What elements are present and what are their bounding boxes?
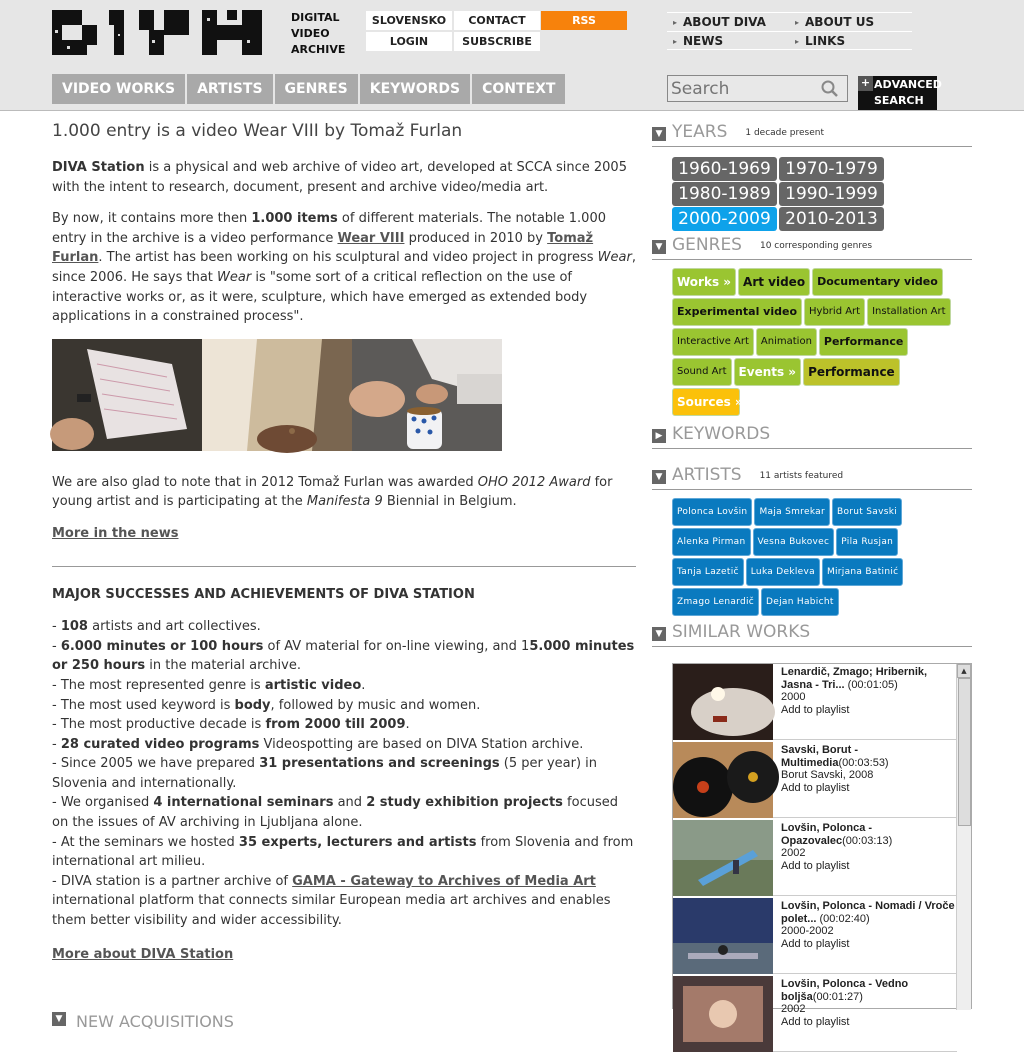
genre-installation[interactable]: Installation Art	[867, 298, 950, 326]
similar-work-item[interactable]	[673, 898, 957, 974]
new-acquisitions-header[interactable]	[52, 1012, 234, 1031]
collapse-icon: ▼	[652, 127, 666, 141]
intro-paragraph	[52, 158, 636, 197]
years-title: YEARS	[672, 122, 728, 142]
items-paragraph: By now, it contains more then 1.000 items of different materials. The notable 1.000 entry in the archive is a video performance Wear VIII produced in 2010 by Tomaž Furlan. The artist has been working on his sculptural and video project in progress Wear, since 2006. He says that Wear is "some sort of a critical reflection on the use of interactive works or, as it were, sculpture, which have emerged as extended body applications in a constrained process".	[52, 211, 636, 325]
intro-text: is a physical and web archive of video art, developed at SCCA since 2005 with the intent to research, document, present and archive video/media art.	[52, 160, 627, 195]
genre-sound-art[interactable]: Sound Art	[672, 358, 732, 386]
diva-logo[interactable]	[52, 10, 262, 55]
artists-title: ARTISTS	[672, 465, 742, 485]
genres-header[interactable]	[652, 233, 972, 260]
achievement-item: - The most used keyword is body, followed by music and women.	[52, 697, 481, 713]
nav-keywords[interactable]: KEYWORDS	[360, 74, 470, 104]
achievement-item: - 28 curated video programs Videospotting are based on DIVA Station archive.	[52, 736, 584, 752]
achievement-item: - 6.000 minutes or 100 hours of AV material for on-line viewing, and 15.000 minutes or 250 hours in the material archive.	[52, 638, 635, 674]
achievement-item: - The most represented genre is artistic video.	[52, 677, 366, 693]
work-meta: 2000-2002	[781, 925, 834, 937]
artist-tag[interactable]: Zmago Lenardič	[672, 588, 759, 616]
genre-tags	[672, 268, 962, 416]
work-meta: Borut Savski, 2008	[781, 769, 874, 781]
sidebar	[652, 120, 972, 1028]
similar-header[interactable]	[652, 620, 972, 647]
artist-tag[interactable]: Maja Smrekar	[754, 498, 830, 526]
artist-tag[interactable]: Vesna Bukovec	[753, 528, 835, 556]
expand-icon: ▶	[652, 429, 666, 443]
tomaz-furlan-link[interactable]: Tomaž Furlan	[52, 230, 594, 266]
work-meta: 2000	[781, 691, 806, 703]
genre-events[interactable]: Events »	[734, 358, 802, 386]
add-to-playlist-link[interactable]: Add to playlist	[781, 781, 850, 794]
achievements-title: MAJOR SUCCESSES AND ACHIEVEMENTS OF DIVA STATION	[52, 586, 475, 602]
about-diva-link[interactable]: ▸ ABOUT DIVA	[673, 15, 766, 29]
year-1990s[interactable]: 1990-1999	[779, 182, 884, 206]
page-title: 1.000 entry is a video Wear VIII by Tomaž Furlan	[52, 121, 463, 141]
work-title[interactable]: Lovšin, Polonca - Opazovalec	[781, 822, 873, 847]
keywords-header[interactable]	[652, 422, 972, 449]
nav-genres[interactable]: GENRES	[275, 74, 358, 104]
artist-tag[interactable]: Luka Dekleva	[746, 558, 820, 586]
subscribe-link[interactable]: SUBSCRIBE	[454, 32, 540, 51]
links-link[interactable]: ▸ LINKS	[795, 34, 845, 48]
slovensko-link[interactable]: SLOVENSKO	[366, 11, 452, 30]
genres-sub: 10 corresponding genres	[759, 241, 873, 251]
more-about-link[interactable]: More about DIVA Station	[52, 946, 234, 962]
artists-sub: 11 artists featured	[759, 471, 844, 481]
artist-tag[interactable]: Alenka Pirman	[672, 528, 751, 556]
logo-line: VIDEO	[291, 27, 330, 40]
work-title[interactable]: Lenardič, Zmago; Hribernik, Jasna - Tri...	[781, 666, 928, 691]
collapse-icon: ▼	[652, 470, 666, 484]
about-us-link[interactable]: ▸ ABOUT US	[795, 15, 874, 29]
artist-tag[interactable]: Dejan Habicht	[761, 588, 839, 616]
achievement-item: - 108 artists and art collectives.	[52, 619, 261, 635]
work-title[interactable]: Lovšin, Polonca - Vedno boljša	[781, 978, 909, 1003]
contact-link[interactable]: CONTACT	[454, 11, 540, 30]
news-link[interactable]: ▸ NEWS	[673, 34, 723, 48]
work-meta: 2002	[781, 847, 806, 859]
work-duration: (00:01:05)	[844, 678, 898, 691]
photo-strip	[52, 339, 502, 451]
achievement-item: - We organised 4 international seminars and 2 study exhibition projects focused on the issues of AV archiving in Ljubljana alone.	[52, 795, 618, 831]
add-to-playlist-link[interactable]: Add to playlist	[781, 937, 850, 950]
years-grid	[672, 157, 972, 231]
genre-works[interactable]: Works »	[672, 268, 736, 296]
right-nav	[667, 12, 912, 50]
keywords-title: KEYWORDS	[672, 424, 771, 444]
scroll-thumb[interactable]	[958, 678, 971, 826]
collapse-icon: ▼	[652, 240, 666, 254]
similar-work-item[interactable]	[673, 742, 957, 818]
photo-2[interactable]	[202, 339, 352, 451]
gama-link[interactable]: GAMA - Gateway to Archives of Media Art	[292, 873, 596, 889]
video-thumbnail[interactable]	[673, 664, 773, 740]
artist-tag[interactable]: Borut Savski	[832, 498, 902, 526]
genre-performance[interactable]: Performance	[819, 328, 908, 356]
advanced-search-button[interactable]	[858, 76, 942, 110]
artist-tag[interactable]: Tanja Lazetič	[672, 558, 744, 586]
work-duration: (00:02:40)	[816, 912, 870, 925]
work-title[interactable]: Lovšin, Polonca - Nomadi / Vroče polet...	[781, 900, 955, 925]
rss-link[interactable]: RSS	[541, 11, 627, 30]
achievement-item: - At the seminars we hosted 35 experts, lecturers and artists from Slovenia and from international art milieu.	[52, 834, 634, 870]
add-to-playlist-link[interactable]: Add to playlist	[781, 1015, 850, 1028]
achievements-list	[52, 617, 636, 872]
video-thumbnail[interactable]	[673, 898, 773, 974]
plus-icon: +	[858, 76, 873, 91]
add-to-playlist-link[interactable]: Add to playlist	[781, 859, 850, 872]
photo-3[interactable]	[352, 339, 502, 451]
header	[0, 0, 1024, 111]
genre-sources[interactable]: Sources »	[672, 388, 740, 416]
logo-text	[291, 10, 345, 58]
login-link[interactable]: LOGIN	[366, 32, 452, 51]
year-1980s[interactable]: 1980-1989	[672, 182, 777, 206]
year-1960s[interactable]: 1960-1969	[672, 157, 777, 181]
collapse-icon: ▼	[652, 627, 666, 641]
new-acquisitions-title: NEW ACQUISITIONS	[76, 1012, 234, 1031]
artist-tag[interactable]: Pila Rusjan	[836, 528, 898, 556]
main-nav	[52, 74, 565, 104]
similar-work-item[interactable]	[673, 820, 957, 896]
divider	[52, 566, 636, 567]
more-news-link[interactable]: More in the news	[52, 525, 179, 541]
similar-title: SIMILAR WORKS	[672, 622, 811, 642]
video-thumbnail[interactable]	[673, 742, 773, 818]
artist-tag[interactable]: Polonca Lovšin	[672, 498, 752, 526]
genre-animation[interactable]: Animation	[756, 328, 817, 356]
award-paragraph: We are also glad to note that in 2012 Tomaž Furlan was awarded OHO 2012 Award for young artist and is participating at the Manifesta 9 Biennial in Belgium.	[52, 474, 613, 510]
work-title[interactable]: Savski, Borut - Multimedia	[781, 744, 859, 769]
work-duration: (00:03:13)	[842, 834, 893, 847]
artists-header[interactable]	[652, 463, 972, 490]
video-thumbnail[interactable]	[673, 820, 773, 896]
search-input[interactable]	[668, 76, 818, 101]
gama-item: - DIVA station is a partner archive of GAMA - Gateway to Archives of Media Art international platform that connects similar European media art archives and enables them better visibility and wider accessibility.	[52, 873, 611, 929]
genre-hybrid[interactable]: Hybrid Art	[804, 298, 865, 326]
scroll-up-icon[interactable]: ▲	[957, 664, 971, 678]
genre-experimental[interactable]: Experimental video	[672, 298, 802, 326]
genre-documentary[interactable]: Documentary video	[812, 268, 943, 296]
add-to-playlist-link[interactable]: Add to playlist	[781, 703, 850, 716]
nav-video-works[interactable]: VIDEO WORKS	[52, 74, 185, 104]
achievement-item: - The most productive decade is from 2000 till 2009.	[52, 717, 410, 733]
video-thumbnail[interactable]	[673, 976, 773, 1052]
scrollbar[interactable]	[956, 664, 971, 1010]
nav-context[interactable]: CONTEXT	[472, 74, 565, 104]
artist-tag[interactable]: Mirjana Batinić	[822, 558, 903, 586]
diva-station-bold: DIVA Station	[52, 160, 145, 175]
similar-work-item[interactable]	[673, 976, 957, 1052]
main-content	[52, 120, 636, 976]
logo-line: DIGITAL	[291, 11, 340, 24]
artist-tags	[672, 498, 962, 616]
years-sub: 1 decade present	[745, 128, 824, 138]
genres-title: GENRES	[672, 235, 742, 255]
years-header[interactable]	[652, 120, 972, 147]
wear-viii-link[interactable]: Wear VIII	[337, 230, 405, 246]
year-1970s[interactable]: 1970-1979	[779, 157, 884, 181]
genre-performance-event[interactable]: Performance	[803, 358, 900, 386]
nav-artists[interactable]: ARTISTS	[187, 74, 272, 104]
achievement-item: - Since 2005 we have prepared 31 presentations and screenings (5 per year) in Slovenia and internationally.	[52, 756, 598, 791]
similar-works-list[interactable]	[672, 663, 972, 1028]
work-duration: (00:03:53)	[838, 756, 889, 769]
advanced-label: ADVANCED	[874, 78, 942, 91]
work-meta: 2002	[781, 1003, 806, 1015]
logo-line: ARCHIVE	[291, 43, 346, 56]
photo-1[interactable]	[52, 339, 202, 451]
search-box	[667, 75, 848, 102]
genre-art-video[interactable]: Art video	[738, 268, 810, 296]
search-icon[interactable]	[821, 80, 839, 98]
year-2000s[interactable]: 2000-2009	[672, 207, 777, 231]
genre-interactive[interactable]: Interactive Art	[672, 328, 754, 356]
similar-work-item[interactable]	[673, 664, 957, 740]
work-duration: (00:01:27)	[812, 990, 863, 1003]
year-2010s[interactable]: 2010-2013	[779, 207, 884, 231]
collapse-icon: ▼	[52, 1012, 66, 1026]
search-label: SEARCH	[874, 94, 924, 107]
